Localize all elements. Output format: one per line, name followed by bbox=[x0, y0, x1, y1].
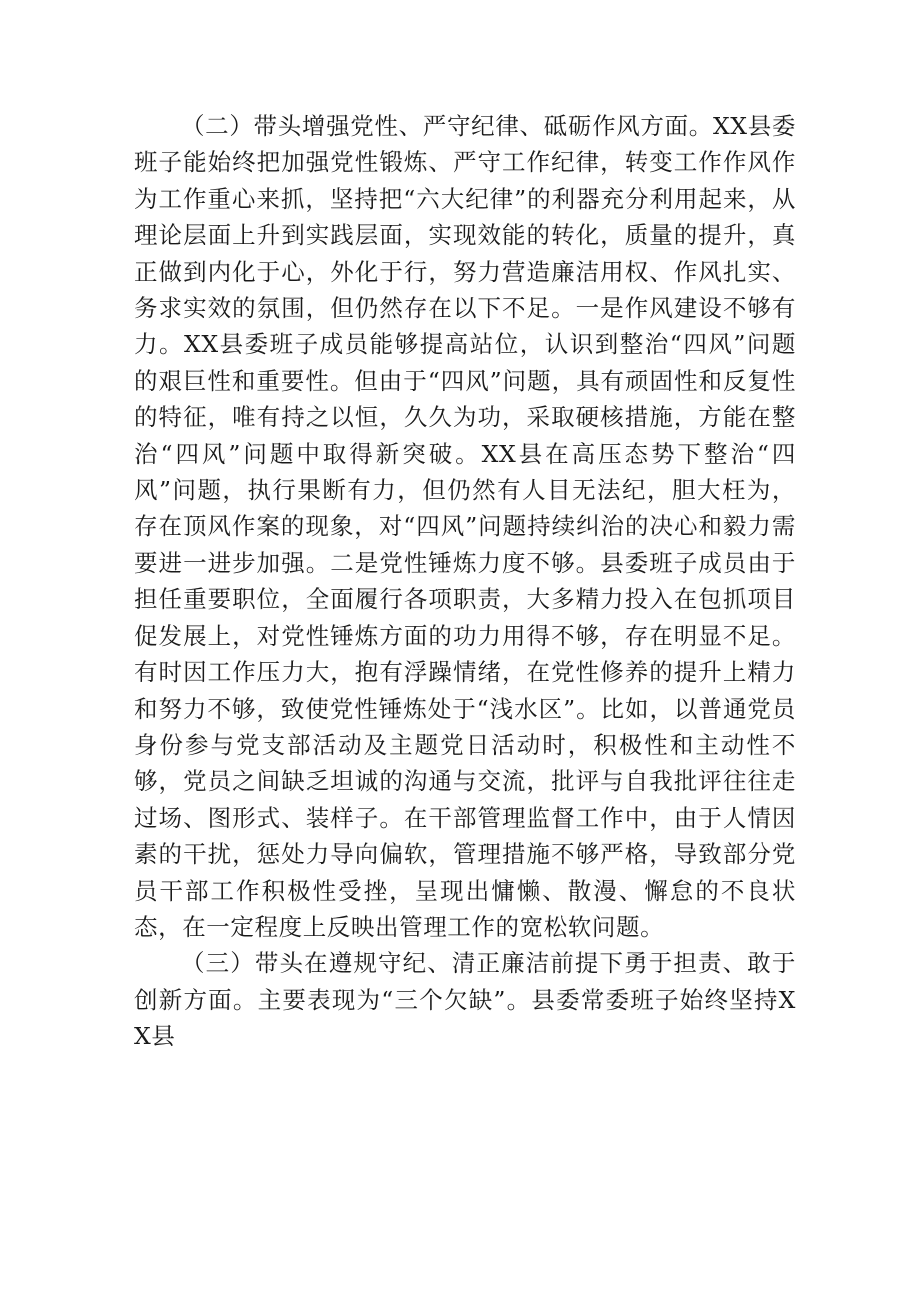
paragraph-section-two: （二）带头增强党性、严守纪律、砥砺作风方面。XX县委班子能始终把加强党性锻炼、严守工作纪律，转变工作作风作为工作重心来抓，坚持把“六大纪律”的利器充分利用起来，从理论层面上升到实践层面，实现效能的转化，质量的提升，真正做到内化于心，外化于行，努力营造廉洁用权、作风扎实、务求实效的氛围，但仍然存在以下不足。一是作风建设不够有力。XX县委班子成员能够提高站位，认识到整治“四风”问题的艰巨性和重要性。但由于“四风”问题，具有顽固性和反复性的特征，唯有持之以恒，久久为功，采取硬核措施，方能在整治“四风”问题中取得新突破。XX县在高压态势下整治“四风”问题，执行果断有力，但仍然有人目无法纪，胆大枉为，存在顶风作案的现象，对“四风”问题持续纠治的决心和毅力需要进一进步加强。二是党性锤炼力度不够。县委班子成员由于担任重要职位，全面履行各项职责，大多精力投入在包抓项目促发展上，对党性锤炼方面的功力用得不够，存在明显不足。有时因工作压力大，抱有浮躁情绪，在党性修养的提升上精力和努力不够，致使党性锤炼处于“浅水区”。比如，以普通党员身份参与党支部活动及主题党日活动时，积极性和主动性不够，党员之间缺乏坦诚的沟通与交流，批评与自我批评往往走过场、图形式、装样子。在干部管理监督工作中，由于人情因素的干扰，惩处力导向偏软，管理措施不够严格，导致部分党员干部工作积极性受挫，呈现出慵懒、散漫、懈怠的不良状态，在一定程度上反映出管理工作的宽松软问题。 bbox=[134, 112, 796, 941]
paragraph-section-three: （三）带头在遵规守纪、清正廉洁前提下勇于担责、敢于创新方面。主要表现为“三个欠缺”。县委常委班子始终坚持XX县 bbox=[134, 949, 796, 1051]
document-body bbox=[134, 108, 796, 1055]
